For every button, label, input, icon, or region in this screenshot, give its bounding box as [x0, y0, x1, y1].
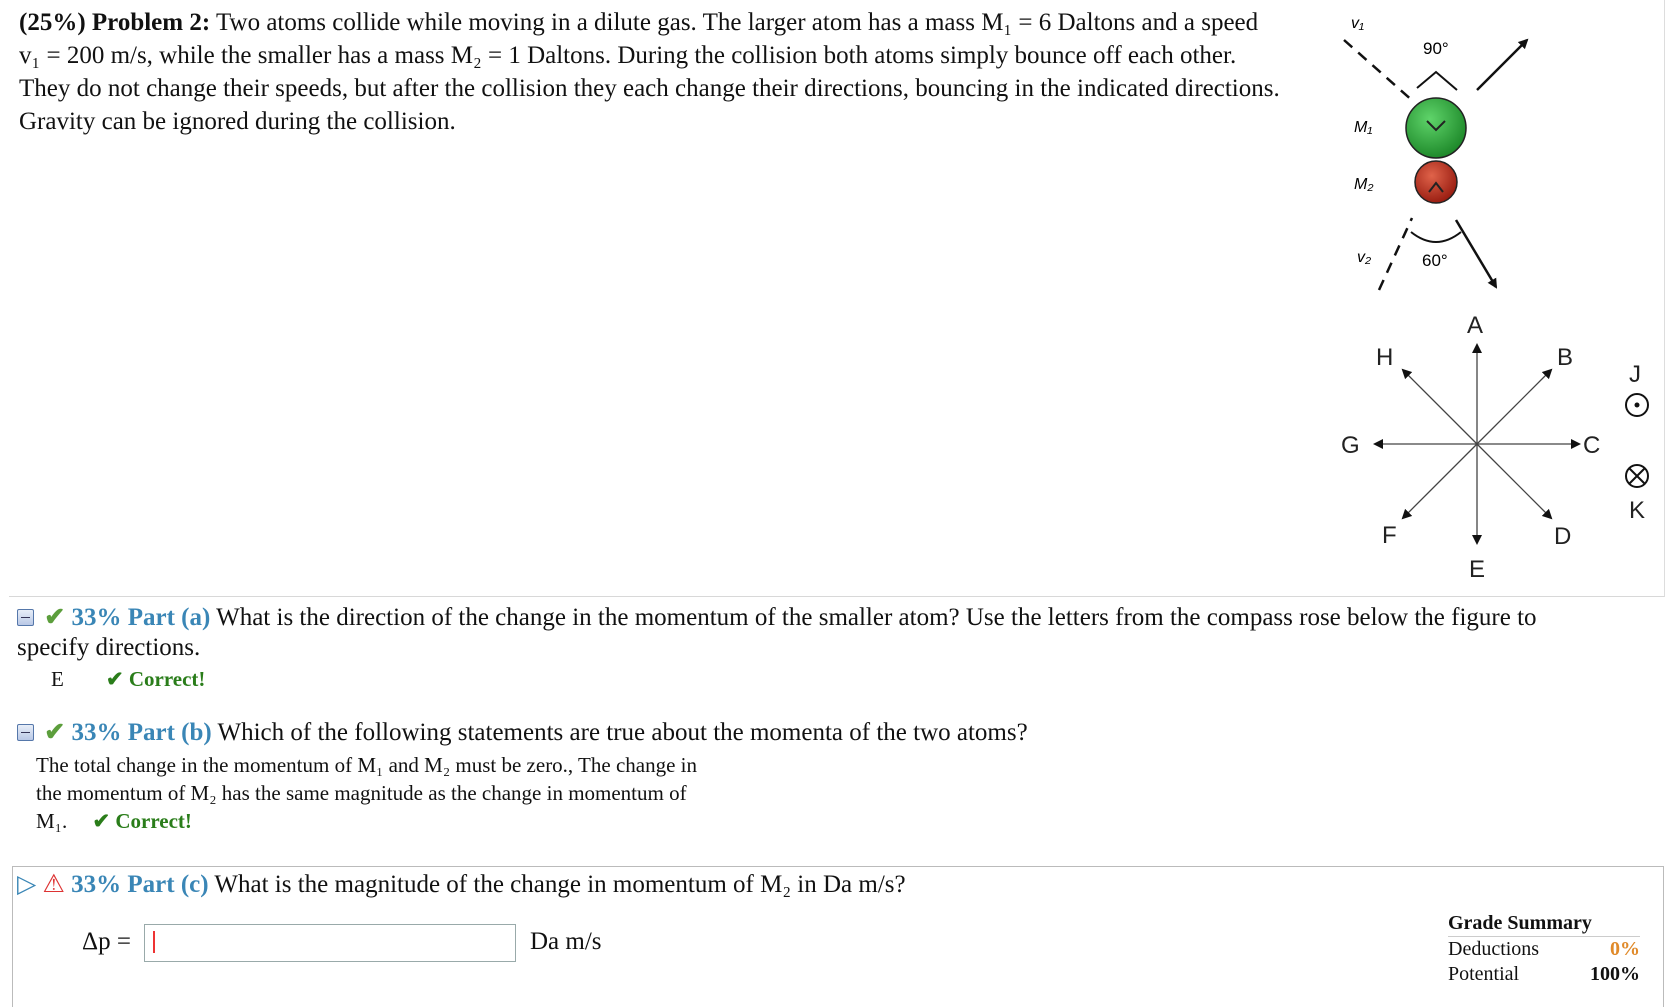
- problem-line-1: Two atoms collide while moving in a dilute gas. The larger atom has a mass M₁ = 6 Daltons and a speed: [215, 9, 1259, 36]
- check-icon: ✔: [44, 604, 66, 631]
- collision-figure: [1299, 0, 1649, 596]
- compass-label-c: C: [1583, 432, 1601, 459]
- potential-label: Potential: [1448, 963, 1520, 985]
- deductions-value: 0%: [1610, 938, 1640, 960]
- large-atom: [1406, 98, 1466, 158]
- problem-line-2: v₁ = 200 m/s, while the smaller has a mass M₂ = 1 Daltons. During the collision both atoms simply bounce off each other.: [19, 42, 1237, 69]
- part-b-answer-line-3: M₁.: [36, 809, 68, 833]
- part-b-answer-line-2: the momentum of M₂ has the same magnitude as the change in momentum of: [36, 781, 687, 805]
- part-c-title: 33% Part (c): [71, 871, 209, 898]
- v1-incoming-path: [1344, 40, 1414, 102]
- delta-p-label: Δp =: [82, 928, 131, 955]
- part-c-question: What is the magnitude of the change in momentum of M₂ in Da m/s?: [214, 871, 906, 898]
- part-b-question: Which of the following statements are true about the momenta of the two atoms?: [217, 719, 1028, 746]
- warning-icon: ⚠: [42, 871, 65, 898]
- part-b-title: 33% Part (b): [71, 719, 212, 746]
- grade-summary-title: Grade Summary: [1448, 910, 1640, 937]
- check-icon: ✔: [44, 719, 66, 746]
- out-of-page-symbol: [1626, 394, 1648, 416]
- compass-label-a: A: [1467, 312, 1484, 339]
- deductions-label: Deductions: [1448, 938, 1540, 960]
- text-caret: [153, 931, 155, 953]
- compass-label-f: F: [1382, 522, 1397, 549]
- part-c: [17, 870, 1617, 900]
- part-b-status: ✔ Correct!: [92, 809, 192, 833]
- problem-line-4: Gravity can be ignored during the collision.: [19, 108, 456, 135]
- problem-statement-panel: [9, 0, 1665, 597]
- compass-label-g: G: [1341, 432, 1360, 459]
- part-a-answer: E: [51, 667, 64, 691]
- m2-outgoing-arrow: [1456, 220, 1496, 287]
- m1-label: M₁: [1354, 119, 1373, 136]
- problem-text: [19, 6, 1329, 138]
- part-b-answer: [36, 751, 736, 835]
- part-a-question-cont: specify directions.: [17, 634, 201, 661]
- problem-number: Problem 2:: [91, 9, 211, 36]
- angle-60-label: 60°: [1422, 251, 1448, 270]
- compass-label-d: D: [1554, 523, 1572, 550]
- compass-label-k: K: [1629, 497, 1646, 524]
- unit-label: Da m/s: [530, 928, 602, 955]
- part-b-answer-line-1: The total change in the momentum of M₁ and M₂ must be zero., The change in: [36, 753, 697, 777]
- expand-icon[interactable]: ▷: [17, 871, 37, 898]
- part-a-title: 33% Part (a): [71, 604, 211, 631]
- grade-summary: [1448, 910, 1640, 987]
- collapse-icon[interactable]: [17, 609, 34, 626]
- angle-90-label: 90°: [1423, 39, 1449, 58]
- v1-label: v₁: [1351, 15, 1365, 32]
- compass-label-j: J: [1629, 361, 1641, 388]
- m1-outgoing-arrow: [1477, 40, 1527, 90]
- compass-rose: [1375, 345, 1579, 543]
- v2-incoming-path: [1379, 218, 1412, 290]
- compass-label-b: B: [1557, 344, 1574, 371]
- m2-label: M₂: [1354, 176, 1374, 193]
- part-a-question: What is the direction of the change in the momentum of the smaller atom? Use the letters from the compass rose below the figure to: [216, 604, 1537, 631]
- angle-90-mark: [1417, 72, 1457, 90]
- angle-60-mark: [1411, 232, 1461, 242]
- compass-label-e: E: [1469, 556, 1486, 583]
- problem-line-3: They do not change their speeds, but after the collision they each change their directions, bouncing in the indicated directions.: [19, 75, 1280, 102]
- part-a: [17, 603, 1617, 663]
- compass-label-h: H: [1376, 344, 1394, 371]
- collapse-icon[interactable]: [17, 724, 34, 741]
- part-a-status: ✔ Correct!: [106, 667, 206, 691]
- answer-input[interactable]: [144, 924, 516, 962]
- potential-value: 100%: [1590, 963, 1640, 985]
- v2-label: v₂: [1357, 249, 1372, 266]
- into-page-symbol: [1626, 465, 1648, 487]
- part-b: [17, 718, 1617, 748]
- problem-weight: (25%): [19, 9, 86, 36]
